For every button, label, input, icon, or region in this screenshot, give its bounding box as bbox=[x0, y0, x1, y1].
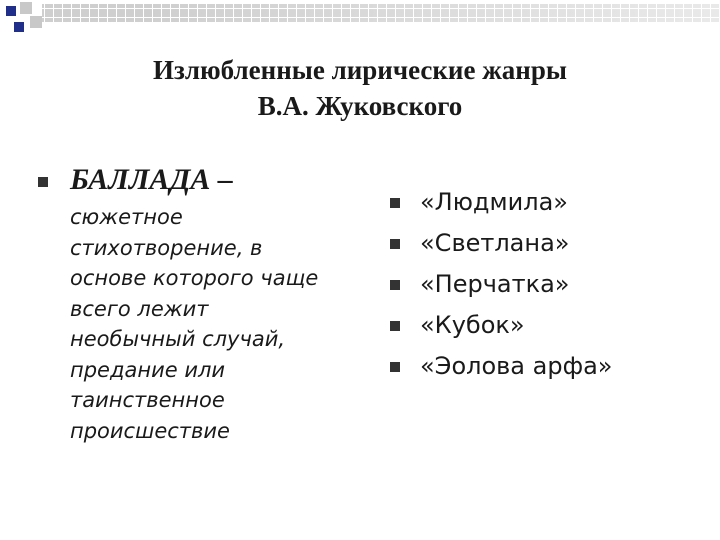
ballad-list bbox=[390, 186, 612, 391]
corner-square-navy bbox=[14, 22, 24, 32]
definition-line: всего лежит bbox=[70, 296, 209, 321]
list-item bbox=[390, 227, 612, 268]
definition-line: сюжетное bbox=[70, 205, 183, 229]
list-item bbox=[390, 186, 612, 227]
work-title: «Людмила» bbox=[420, 188, 568, 216]
definition-line: предание или bbox=[70, 357, 226, 382]
definition-line: таинственное bbox=[70, 388, 225, 412]
corner-square-grey bbox=[20, 2, 32, 14]
definition-line: основе которого чаще bbox=[70, 266, 319, 290]
corner-square-navy bbox=[6, 6, 16, 16]
work-title: «Светлана» bbox=[420, 229, 570, 257]
header-decoration bbox=[0, 0, 720, 40]
square-bullet-icon bbox=[38, 177, 48, 187]
ballad-heading: БАЛЛАДА – bbox=[70, 163, 233, 196]
corner-square-grey bbox=[30, 16, 42, 28]
list-item bbox=[390, 350, 612, 391]
slide-title bbox=[0, 52, 720, 124]
title-line-2: В.А. Жуковского bbox=[257, 91, 463, 121]
definition-line: стихотворение, в bbox=[70, 235, 263, 260]
list-item bbox=[390, 309, 612, 350]
ballad-definition bbox=[70, 202, 370, 446]
list-item bbox=[390, 268, 612, 309]
square-bullet-icon bbox=[390, 198, 400, 208]
square-bullet-icon bbox=[390, 280, 400, 290]
definition-line: происшествие bbox=[70, 418, 230, 443]
title-line-1: Излюбленные лирические жанры bbox=[153, 55, 567, 85]
square-bullet-icon bbox=[390, 321, 400, 331]
work-title: «Кубок» bbox=[420, 311, 525, 339]
square-bullet-icon bbox=[390, 362, 400, 372]
work-title: «Перчатка» bbox=[420, 270, 570, 298]
definition-line: необычный случай, bbox=[70, 327, 286, 351]
work-title: «Эолова арфа» bbox=[420, 352, 613, 380]
square-bullet-icon bbox=[390, 239, 400, 249]
